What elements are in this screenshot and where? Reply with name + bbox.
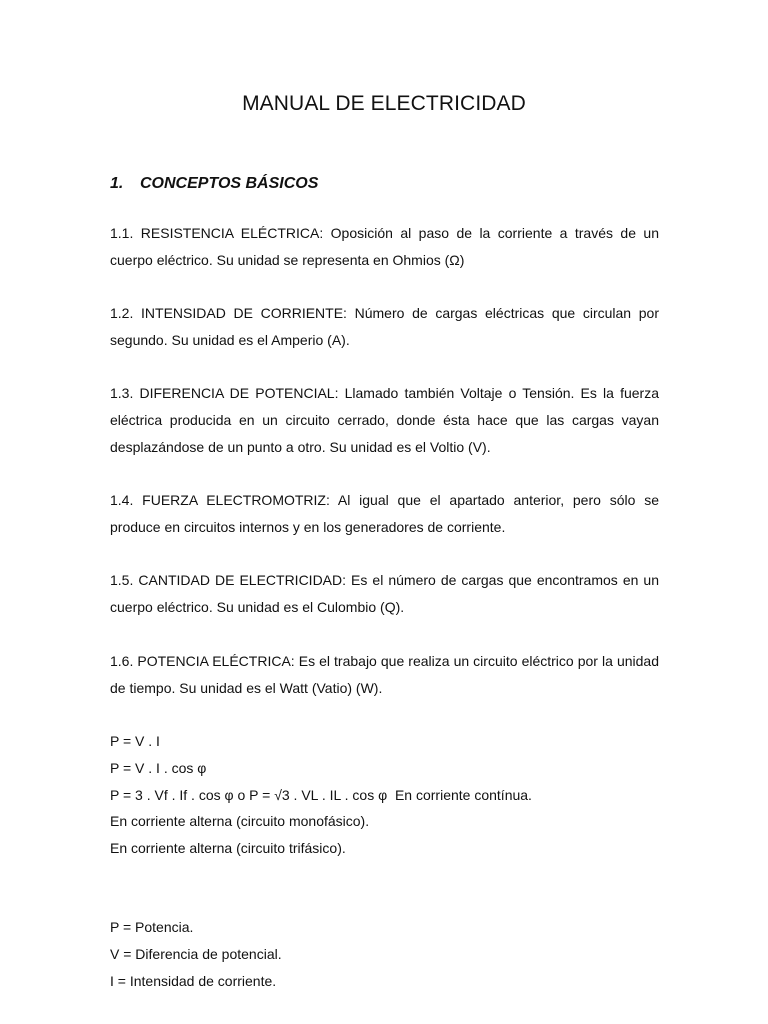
section-number: 1. [110, 175, 124, 192]
paragraph-fuerza-electromotriz: 1.4. FUERZA ELECTROMOTRIZ: Al igual que el apartado anterior, pero sólo se produce en circuitos internos y en los generadores de corriente. [110, 492, 659, 535]
paragraph-diferencia-potencial: 1.3. DIFERENCIA DE POTENCIAL: Llamado también Voltaje o Tensión. Es la fuerza eléctrica producida en un circuito cerrado, donde ésta hace que las cargas vayan desplazándose de un punto a otro. Su unidad es el Voltio (V). [110, 385, 659, 455]
definition-line: V = Diferencia de potencial. [110, 946, 282, 962]
definition-line: P = Potencia. [110, 919, 194, 935]
formula-line: P = V . I [110, 733, 160, 749]
paragraph-potencia-electrica: 1.6. POTENCIA ELÉCTRICA: Es el trabajo que realiza un circuito eléctrico por la unidad de tiempo. Su unidad es el Watt (Vatio) (W). [110, 653, 659, 696]
document-title: MANUAL DE ELECTRICIDAD [242, 92, 526, 115]
formula-line: En corriente alterna (circuito monofásico). [110, 813, 370, 829]
section-title: CONCEPTOS BÁSICOS [140, 175, 319, 192]
paragraph-intensidad: 1.2. INTENSIDAD DE CORRIENTE: Número de cargas eléctricas que circulan por segundo. Su unidad es el Amperio (A). [110, 305, 659, 348]
formula-line: P = 3 . Vf . If . cos φ o P = √3 . VL . IL . cos φ En corriente contínua. [110, 787, 532, 803]
formula-line: P = V . I . cos φ [110, 760, 207, 776]
section-heading [110, 172, 318, 196]
formula-line: En corriente alterna (circuito trifásico). [110, 840, 346, 856]
paragraph-resistencia: 1.1. RESISTENCIA ELÉCTRICA: Oposición al paso de la corriente a través de un cuerpo eléctrico. Su unidad se representa en Ohmios (Ω) [110, 225, 659, 268]
paragraph-cantidad-electricidad: 1.5. CANTIDAD DE ELECTRICIDAD: Es el número de cargas que encontramos en un cuerpo eléctrico. Su unidad es el Culombio (Q). [110, 572, 659, 615]
definition-line: I = Intensidad de corriente. [110, 973, 277, 989]
